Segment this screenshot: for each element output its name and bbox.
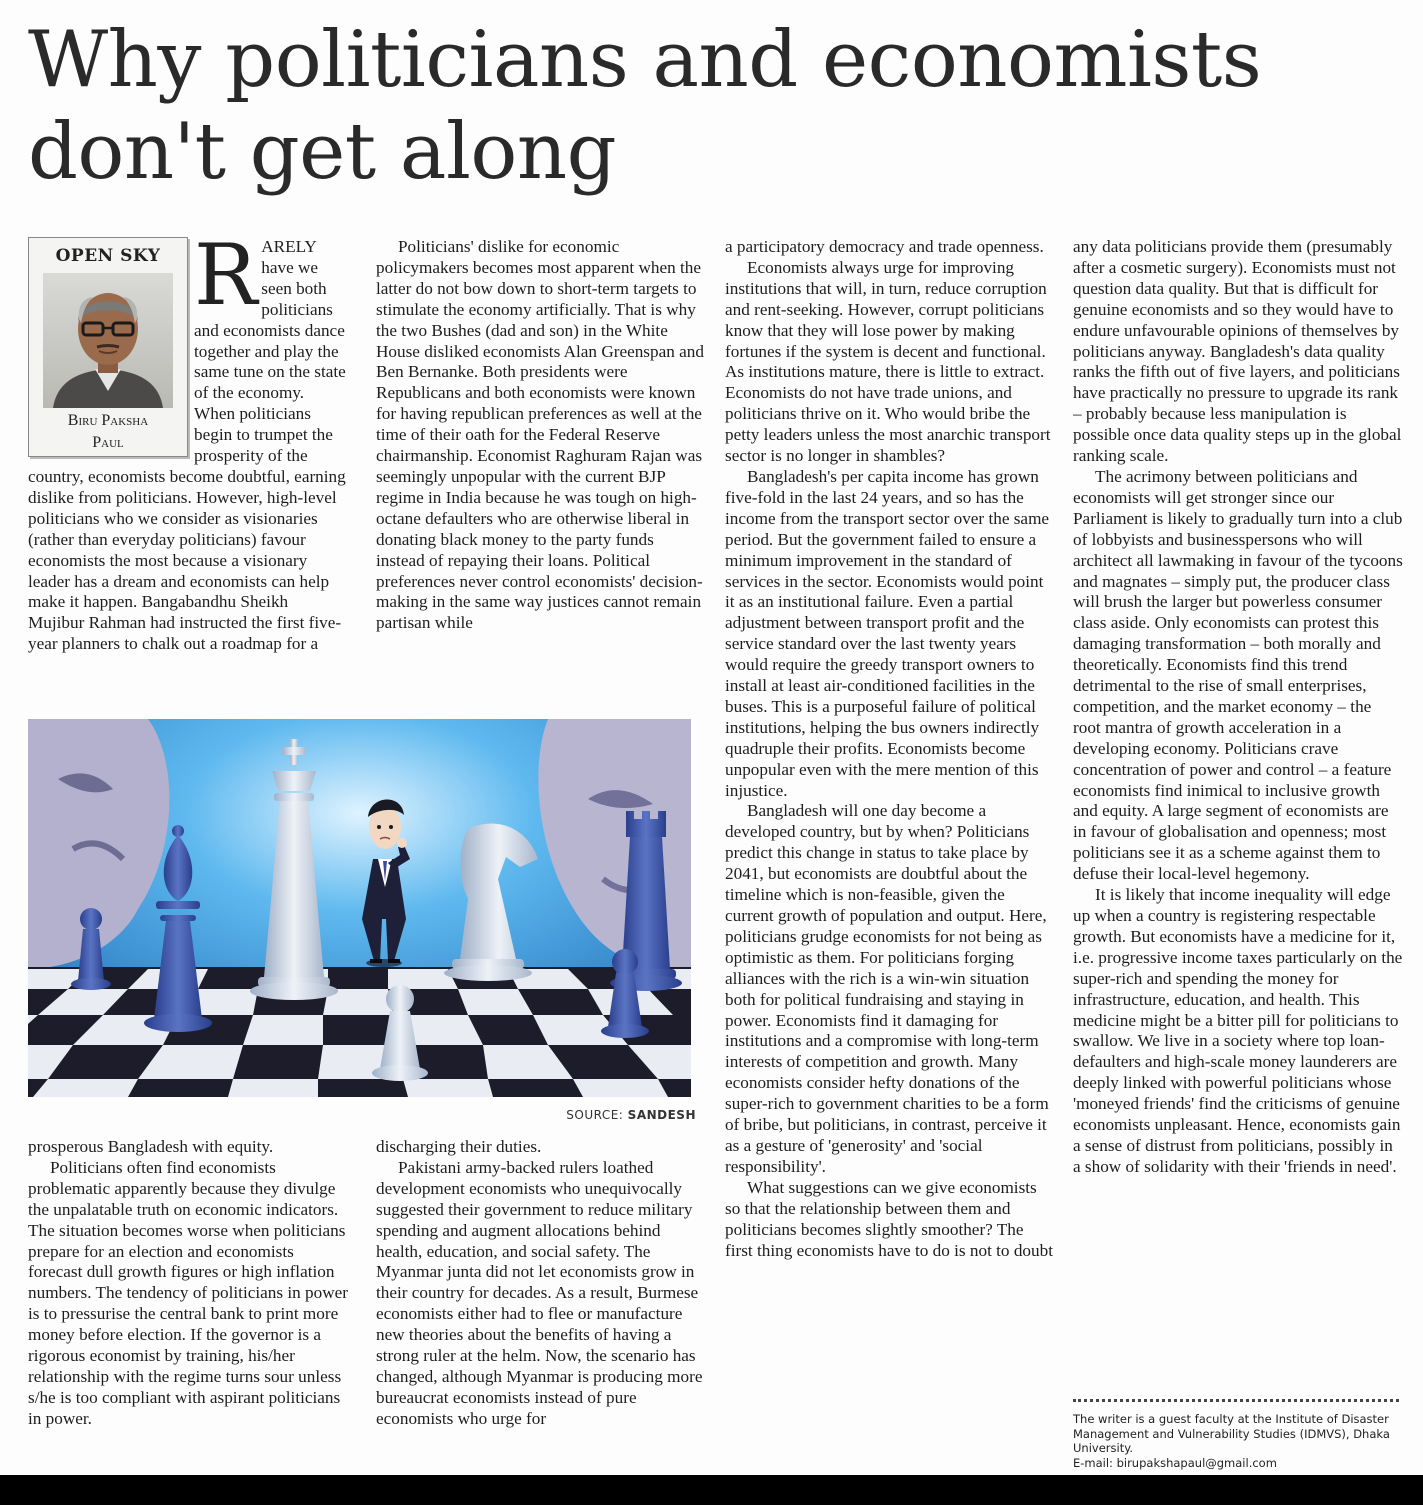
paragraph: It is likely that income inequality will edge up when a country is registering respectable growth. But economists have a medicine for it, i.e. progressive income taxes particularly on the super-rich and spending the money for infrastructure, education, and health. This medicine might be a bitter pill for politicians to swallow. We live in a society where top loan-defaulters and high-scale money launderers are deeply linked with powerful politicians whose 'moneyed friends' find the criticisms of genuine economists unpleasant. Hence, economists gain a sense of distrust from politicians, possibly in a show of solidarity with their 'friends in need'.: [1073, 885, 1403, 1176]
author-bio: [1073, 1412, 1403, 1470]
paragraph: Politicians' dislike for economic policymakers becomes most apparent when the latter do not bow down to short-term targets to stimulate the economy artificially. That is why the two Bushes (dad and son) in the White House disliked economists Alan Greenspan and Ben Bernanke. Both presidents were Republicans and both economists were known for having republican preferences as well at the time of their oath for the Federal Reserve chairmanship. Economist Raghuram Rajan was seemingly unpopular with the current BJP regime in India because he was tough on high-octane defaulters who are otherwise liberal in donating black money to the party funds instead of repaying their loans. Political preferences never control economists' decision-making in the same way justices cannot remain partisan while: [376, 237, 704, 633]
bio-divider: [1073, 1399, 1399, 1402]
author-name-line2: Paul: [92, 433, 124, 451]
column-2-bottom: [376, 1137, 706, 1475]
paragraph: Pakistani army-backed rulers loathed development economists who unequivocally suggested their government to reduce military spending and augment allocations behind health, education, and social safety. The Myanmar junta did not let economists grow in their country for decades. As a result, Burmese economists either had to flee or manufacture new theories about the benefits of having a strong ruler at the helm. Now, the scenario has changed, although Myanmar is producing more bureaucrat economists instead of pure economists who urge for: [376, 1157, 703, 1428]
author-name-line1: Biru Paksha: [67, 411, 149, 429]
column-name: OPEN SKY: [55, 246, 161, 266]
column-1-top: [28, 237, 348, 699]
chess-board: [28, 967, 691, 1097]
author-photo: [43, 273, 173, 408]
source-name: SANDESH: [627, 1108, 696, 1122]
chess-illustration: [28, 719, 691, 1097]
byline-box: [28, 237, 188, 457]
drop-cap: R: [194, 237, 258, 324]
paragraph: What suggestions can we give economists so that the relationship between them and politicians becomes slightly smoother? The first thing economists have to do is not to doubt: [725, 1177, 1053, 1260]
source-label: SOURCE:: [566, 1108, 624, 1122]
headline: Why politicians and economists don't get along: [28, 15, 1262, 197]
bio-text: The writer is a guest faculty at the Institute of Disaster Management and Vulnerability Studies (IDMVS), Dhaka University.: [1073, 1412, 1390, 1455]
paragraph: a participatory democracy and trade openness.: [725, 237, 1044, 256]
bio-email: E-mail: birupakshapaul@gmail.com: [1073, 1455, 1277, 1470]
image-source-credit: [520, 1108, 696, 1122]
paragraph: Bangladesh will one day become a developed country, but by when? Politicians predict this change in status to take place by 2041, but economists are doubtful about the timeline which is non-feasible, given the current growth of population and output. Here, politicians grudge economists for not being as optimistic as them. For politicians forging alliances with the rich is a win-win situation both for political fundraising and staying in power. Economists find it damaging for institutions and a compromise with long-term interests of competition and growth. Many economists consider hefty donations of the super-rich to government charities to be a form of bribe, but politicians, in contrast, perceive it as a gesture of 'generosity' and 'social responsibility'.: [725, 801, 1049, 1176]
paragraph: Politicians often find economists problematic apparently because they divulge the unpalatable truth on economic indicators. The situation becomes worse when politicians prepare for an election and economists forecast dull growth figures or high inflation numbers. The tendency of politicians in power is to pressurise the central bank to print more money before election. If the governor is a rigorous economist by training, his/her relationship with the regime turns sour unless s/he is too compliant with aspirant politicians in power.: [28, 1157, 348, 1428]
paragraph: Bangladesh's per capita income has grown five-fold in the last 24 years, and so has the income from the transport sector over the same period. But the government failed to ensure a minimum improvement in the standard of services in the sector. Economists would point it as an institutional failure. Even a partial adjustment between transport profit and the service standard over the last twenty years would require the greedy transport owners to install at least air-conditioned facilities in the buses. This is a purposeful failure of political institutions, helping the bus owners indirectly quadruple their profits. Economists become unpopular even with the mere mention of this injustice.: [725, 466, 1050, 800]
column-3: [725, 237, 1055, 1475]
paragraph: discharging their duties.: [376, 1137, 542, 1156]
column-1-bottom: [28, 1137, 348, 1475]
paragraph: prosperous Bangladesh with equity.: [28, 1137, 274, 1156]
column-2-top: [376, 237, 706, 699]
paragraph: The acrimony between politicians and economists will get stronger since our Parliament is likely to gradually turn into a club of lobbyists and businesspersons who will architect all lawmaking in favour of the tycoons and magnates – simply put, the producer class will brush the larger but powerless consumer class aside. Only economists can protest this damaging transformation – both morally and theoretically. Economists find this trend detrimental to the rise of small enterprises, competition, and the market economy – the root mantra of growth acceleration in a developing economy. Politicians crave concentration of power and control – a feature economists find inimical to inclusive growth and equity. A large segment of economists are in favour of globalisation and openness; most politicians see it as a scheme against them to defuse their local-level hegemony.: [1073, 466, 1403, 884]
scan-border-bottom: [0, 1475, 1423, 1505]
paragraph: Economists always urge for improving institutions that will, in turn, reduce corruption and rent-seeking. However, corrupt politicians know that they will lose power by making fortunes if the system is decent and functional. As institutions mature, there is little to extract. Economists do not have trade unions, and politicians thrive on it. Who would bribe the petty leaders unless the most anarchic transport sector is no longer in shambles?: [725, 257, 1051, 466]
paragraph: any data politicians provide them (presumably after a cosmetic surgery). Economists must not question data quality. But that is difficult for genuine economists and so they would have to endure unfavourable opinions of themselves by politicians anyway. Bangladesh's data quality ranks the fifth out of five layers, and politicians have practically no pressure to upgrade its rank – probably because less manipulation is possible once data quality steps up in the global ranking scale.: [1073, 237, 1402, 466]
paragraph: ARELY have we seen both politicians and economists dance together and play the same tune on the state of the economy. When politicians begin to trumpet the prosperity of the country, economists become doubtful, earning dislike from politicians. However, high-level politicians who we consider as visionaries (rather than everyday politicians) favour economists the most because a visionary leader has a dream and economists can help make it happen. Bangabandhu Sheikh Mujibur Rahman had instructed the first five-year planners to chalk out a roadmap for a: [28, 237, 346, 654]
column-4: [1073, 237, 1403, 1389]
